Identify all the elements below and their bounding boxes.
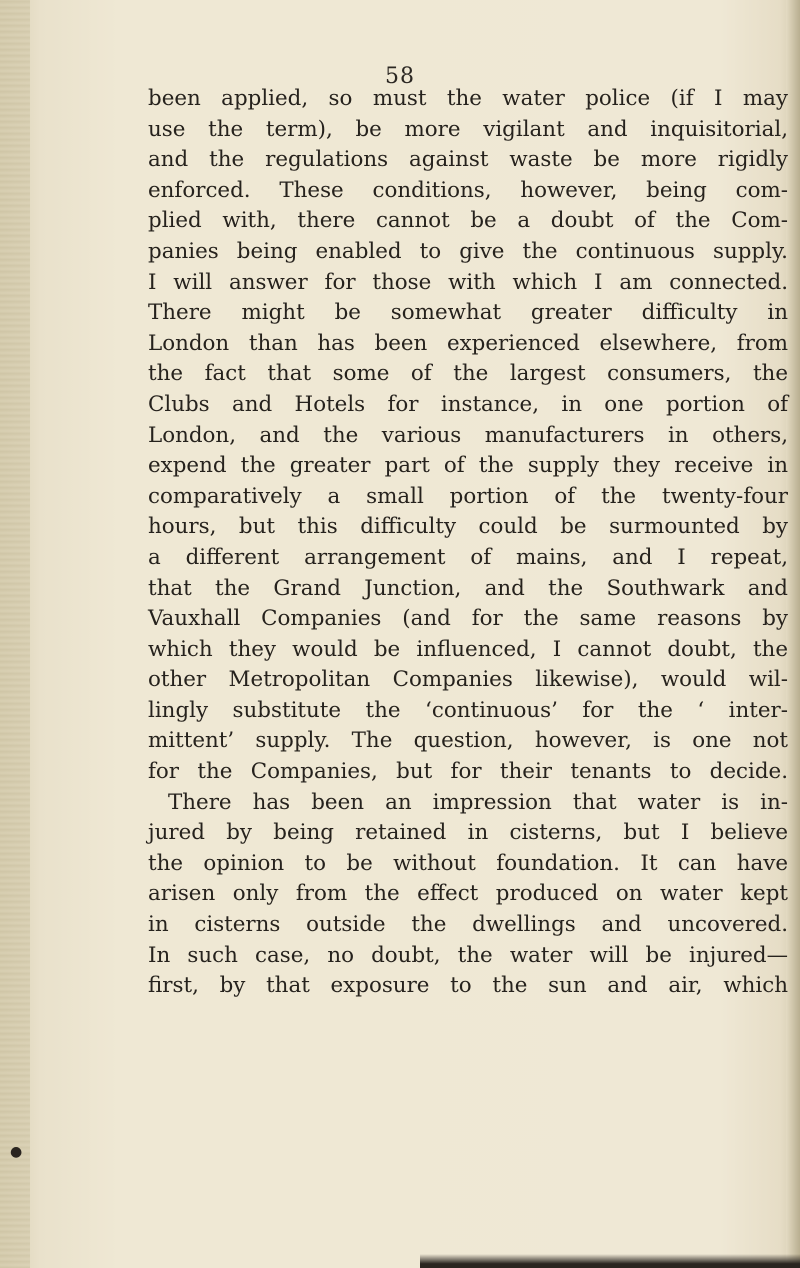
page-number: 58 <box>385 64 415 89</box>
bottom-shadow <box>420 1254 800 1268</box>
text-line: that the Grand Junction, and the Southwark and <box>148 575 788 601</box>
text-line: In such case, no doubt, the water will be injured— <box>148 942 788 968</box>
text-line: expend the greater part of the supply they receive in <box>148 453 788 479</box>
text-line: There has been an impression that water is in- <box>168 789 788 815</box>
text-line: other Metropolitan Companies likewise), would wil- <box>148 667 788 693</box>
text-line: for the Companies, but for their tenants to decide. <box>148 759 788 785</box>
text-line: which they would be influenced, I cannot doubt, the <box>148 636 788 662</box>
text-line: in cisterns outside the dwellings and uncovered. <box>148 912 788 938</box>
text-line: arisen only from the effect produced on water kept <box>148 881 788 907</box>
text-line: enforced. These conditions, however, being com- <box>148 177 788 203</box>
binding-gutter <box>0 0 30 1268</box>
text-line: jured by being retained in cisterns, but I believe <box>148 820 788 846</box>
ink-mark: ● <box>10 1144 23 1160</box>
text-line: first, by that exposure to the sun and air, which <box>148 973 788 999</box>
text-line: Vauxhall Companies (and for the same reasons by <box>148 606 788 632</box>
text-line: the opinion to be without foundation. It can have <box>148 850 788 876</box>
text-line: I will answer for those with which I am connected. <box>148 269 788 295</box>
text-line: plied with, there cannot be a doubt of the Com- <box>148 208 788 234</box>
text-line: comparatively a small portion of the twenty-four <box>148 483 788 509</box>
text-line: been applied, so must the water police (if I may <box>148 86 788 111</box>
text-line: London, and the various manufacturers in others, <box>148 422 788 448</box>
page-edge <box>786 0 800 1268</box>
text-line: use the term), be more vigilant and inquisitorial, <box>148 116 788 142</box>
text-line: London than has been experienced elsewhere, from <box>148 330 788 356</box>
body-text <box>148 84 788 1002</box>
text-line: a different arrangement of mains, and I repeat, <box>148 544 788 570</box>
text-line: There might be somewhat greater difficulty in <box>148 300 788 326</box>
text-line: Clubs and Hotels for instance, in one portion of <box>148 391 788 417</box>
text-line: lingly substitute the ‘continuous’ for the ‘ inter- <box>148 697 788 723</box>
text-line: hours, but this difficulty could be surmounted by <box>148 514 788 540</box>
text-line: and the regulations against waste be more rigidly <box>148 147 788 173</box>
text-line: the fact that some of the largest consumers, the <box>148 361 788 387</box>
text-line: panies being enabled to give the continuous supply. <box>148 238 788 264</box>
text-line: mittent’ supply. The question, however, is one not <box>148 728 788 754</box>
